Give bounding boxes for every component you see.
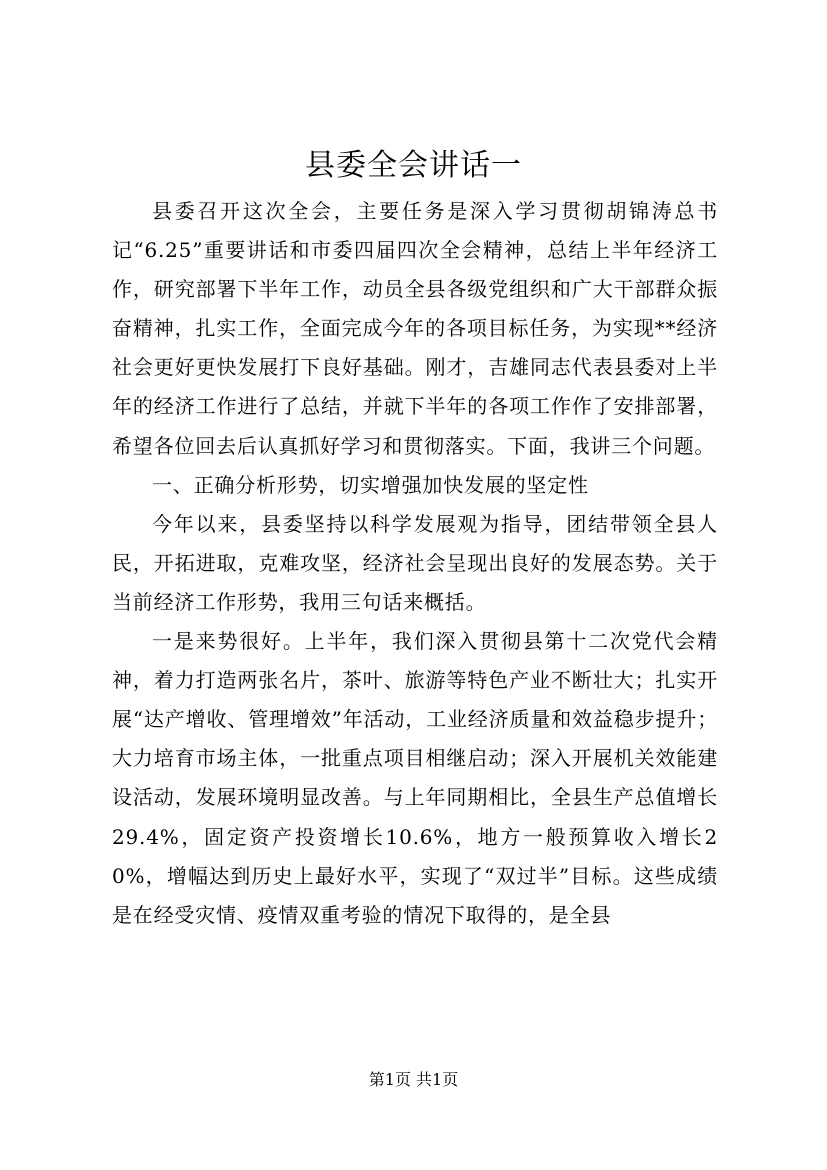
document-body xyxy=(112,192,718,935)
paragraph-overview: 今年以来，县委坚持以科学发展观为指导，团结带领全县人民，开拓进取，克难攻坚，经济社会呈现出良好的发展态势。关于当前经济工作形势，我用三句话来概括。 xyxy=(112,511,718,614)
document-title: 县委全会讲话一 xyxy=(305,148,522,183)
page-footer: 第1页 共1页 xyxy=(368,1070,459,1089)
section-heading: 一、正确分析形势，切实增强加快发展的坚定性 xyxy=(152,472,589,497)
paragraph-point-one: 一是来势很好。上半年，我们深入贯彻县第十二次党代会精神，着力打造两张名片，茶叶、旅游等特色产业不断壮大；扎实开展“达产增收、管理增效”年活动，工业经济质量和效益稳步提升；大力培育市场主体，一批重点项目相继启动；深入开展机关效能建设活动，发展环境明显改善。与上年同期相比，全县生产总值增长29.4%，固定资产投资增长10.6%，地方一般预算收入增长20%，增幅达到历史上最好水平，实现了“双过半”目标。这些成绩是在经受灾情、疫情双重考验的情况下取得的，是全县 xyxy=(112,629,718,927)
paragraph-intro: 县委召开这次全会，主要任务是深入学习贯彻胡锦涛总书记“6.25”重要讲话和市委四届四次全会精神，总结上半年经济工作，研究部署下半年工作，动员全县各级党组织和广大干部群众振奋精神，扎实工作，全面完成今年的各项目标任务，为实现**经济社会更好更快发展打下良好基础。刚才，吉雄同志代表县委对上半年的经济工作进行了总结，并就下半年的各项工作作了安排部署，希望各位回去后认真抓好学习和贯彻落实。下面，我讲三个问题。 xyxy=(112,199,718,458)
